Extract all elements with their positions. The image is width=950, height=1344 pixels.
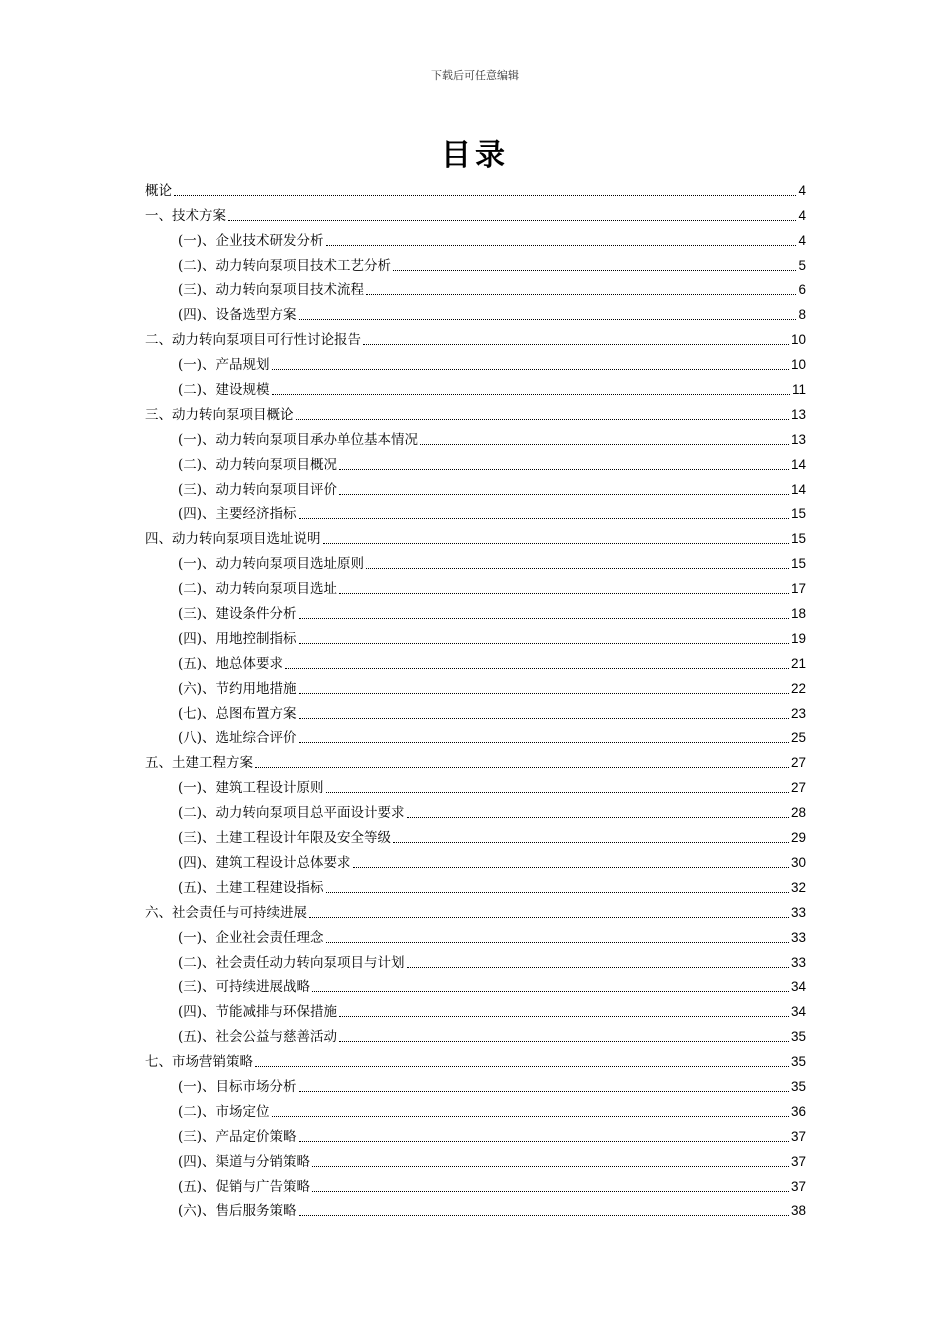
toc-entry-title: (五)、促销与广告策略 [178, 1178, 311, 1195]
toc-dot-leader [272, 369, 789, 370]
toc-section-entry[interactable] [145, 175, 806, 200]
toc-dot-leader [309, 917, 789, 918]
toc-subsection-entry[interactable] [145, 449, 806, 474]
toc-dot-leader [326, 792, 789, 793]
toc-entry-title: (五)、地总体要求 [178, 655, 284, 672]
toc-dot-leader [228, 220, 796, 221]
toc-dot-leader [323, 543, 789, 544]
toc-dot-leader [339, 1041, 789, 1042]
toc-entry-title: (八)、选址综合评价 [178, 730, 297, 747]
toc-dot-leader [339, 469, 789, 470]
toc-page-number: 4 [798, 232, 806, 248]
toc-subsection-entry[interactable] [145, 225, 806, 250]
toc-entry-title: (二)、动力转向泵项目总平面设计要求 [178, 805, 405, 822]
toc-entry-title: (四)、主要经济指标 [178, 506, 297, 523]
toc-subsection-entry[interactable] [145, 698, 806, 723]
toc-entry-title: (四)、渠道与分销策略 [178, 1153, 311, 1170]
toc-subsection-entry[interactable] [145, 1021, 806, 1046]
toc-dot-leader [363, 344, 789, 345]
toc-dot-leader [299, 742, 789, 743]
toc-page-number: 27 [790, 755, 806, 771]
toc-dot-leader [272, 394, 790, 395]
toc-section-entry[interactable] [145, 399, 806, 424]
toc-page-number: 10 [790, 357, 806, 373]
toc-dot-leader [299, 319, 797, 320]
toc-page-number: 38 [790, 1203, 806, 1219]
toc-dot-leader [312, 1191, 789, 1192]
toc-page-number: 34 [790, 979, 806, 995]
toc-entry-title: (三)、动力转向泵项目技术流程 [178, 282, 365, 299]
page-header: 下载后可任意编辑 [431, 69, 519, 82]
toc-dot-leader [312, 991, 789, 992]
toc-dot-leader [285, 668, 789, 669]
toc-subsection-entry[interactable] [145, 250, 806, 275]
toc-entry-title: (一)、建筑工程设计原则 [178, 780, 324, 797]
toc-page-number: 33 [790, 904, 806, 920]
toc-subsection-entry[interactable] [145, 723, 806, 748]
toc-dot-leader [299, 1141, 789, 1142]
toc-entry-title: 三、动力转向泵项目概论 [145, 406, 294, 423]
toc-page-number: 8 [798, 307, 806, 323]
toc-page-number: 22 [790, 680, 806, 696]
toc-entry-title: (三)、建设条件分析 [178, 606, 297, 623]
toc-entry-title: 概论 [145, 182, 172, 199]
toc-entry-title: (六)、节约用地措施 [178, 680, 297, 697]
toc-subsection-entry[interactable] [145, 648, 806, 673]
toc-page-number: 35 [790, 1029, 806, 1045]
toc-page-number: 14 [790, 481, 806, 497]
page-title: 目录 [441, 138, 509, 173]
toc-dot-leader [174, 195, 796, 196]
toc-entry-title: (一)、动力转向泵项目承办单位基本情况 [178, 431, 419, 448]
toc-entry-title: (三)、可持续进展战略 [178, 979, 311, 996]
toc-dot-leader [407, 817, 789, 818]
toc-page-number: 15 [790, 531, 806, 547]
toc-dot-leader [366, 568, 789, 569]
toc-dot-leader [299, 1215, 789, 1216]
toc-page-number: 34 [790, 1004, 806, 1020]
toc-page-number: 15 [790, 506, 806, 522]
toc-dot-leader [326, 245, 797, 246]
toc-dot-leader [407, 967, 789, 968]
toc-page-number: 37 [790, 1153, 806, 1169]
toc-page-number: 5 [798, 257, 806, 273]
toc-subsection-entry[interactable] [145, 772, 806, 797]
toc-dot-leader [296, 419, 789, 420]
toc-page-number: 18 [790, 606, 806, 622]
toc-page-number: 23 [790, 705, 806, 721]
toc-section-entry[interactable] [145, 523, 806, 548]
toc-subsection-entry[interactable] [145, 996, 806, 1021]
toc-subsection-entry[interactable] [145, 673, 806, 698]
toc-section-entry[interactable] [145, 324, 806, 349]
toc-dot-leader [393, 842, 789, 843]
toc-entry-title: (二)、市场定位 [178, 1103, 270, 1120]
toc-subsection-entry[interactable] [145, 797, 806, 822]
toc-page-number: 13 [790, 431, 806, 447]
toc-page-number: 15 [790, 556, 806, 572]
toc-entry-title: 六、社会责任与可持续进展 [145, 904, 307, 921]
toc-page-number: 37 [790, 1178, 806, 1194]
toc-entry-title: (五)、社会公益与慈善活动 [178, 1029, 338, 1046]
toc-page-number: 4 [798, 182, 806, 198]
toc-subsection-entry[interactable] [145, 374, 806, 399]
toc-section-entry[interactable] [145, 1046, 806, 1071]
toc-entry-title: 四、动力转向泵项目选址说明 [145, 531, 321, 548]
toc-subsection-entry[interactable] [145, 424, 806, 449]
toc-entry-title: (五)、土建工程建设指标 [178, 879, 324, 896]
toc-dot-leader [255, 767, 789, 768]
toc-subsection-entry[interactable] [145, 474, 806, 499]
toc-subsection-entry[interactable] [145, 299, 806, 324]
toc-subsection-entry[interactable] [145, 822, 806, 847]
toc-page-number: 30 [790, 854, 806, 870]
toc-page-number: 32 [790, 879, 806, 895]
toc-entry-title: (一)、目标市场分析 [178, 1078, 297, 1095]
toc-dot-leader [420, 444, 789, 445]
toc-entry-title: (二)、动力转向泵项目选址 [178, 581, 338, 598]
toc-entry-title: (二)、动力转向泵项目概况 [178, 456, 338, 473]
toc-entry-title: (一)、动力转向泵项目选址原则 [178, 556, 365, 573]
toc-page-number: 29 [790, 830, 806, 846]
toc-dot-leader [299, 618, 789, 619]
toc-subsection-entry[interactable] [145, 1171, 806, 1196]
toc-dot-leader [393, 270, 796, 271]
toc-dot-leader [299, 518, 789, 519]
toc-entry-title: (一)、企业技术研发分析 [178, 232, 324, 249]
toc-page-number: 10 [790, 332, 806, 348]
toc-dot-leader [299, 693, 789, 694]
toc-section-entry[interactable] [145, 897, 806, 922]
toc-subsection-entry[interactable] [145, 922, 806, 947]
toc-subsection-entry[interactable] [145, 1096, 806, 1121]
toc-dot-leader [339, 593, 789, 594]
toc-page-number: 13 [790, 406, 806, 422]
toc-entry-title: (二)、社会责任动力转向泵项目与计划 [178, 954, 405, 971]
toc-page-number: 35 [790, 1054, 806, 1070]
toc-dot-leader [366, 294, 796, 295]
toc-dot-leader [299, 643, 789, 644]
toc-dot-leader [312, 1166, 789, 1167]
toc-dot-leader [339, 494, 789, 495]
toc-entry-title: (三)、土建工程设计年限及安全等级 [178, 830, 392, 847]
toc-page-number: 33 [790, 954, 806, 970]
toc-entry-title: (六)、售后服务策略 [178, 1203, 297, 1220]
toc-page-number: 33 [790, 929, 806, 945]
toc-dot-leader [339, 1016, 789, 1017]
toc-page-number: 11 [791, 382, 806, 398]
toc-entry-title: (四)、建筑工程设计总体要求 [178, 854, 351, 871]
toc-entry-title: (一)、产品规划 [178, 357, 270, 374]
toc-subsection-entry[interactable] [145, 847, 806, 872]
toc-dot-leader [255, 1066, 789, 1067]
toc-subsection-entry[interactable] [145, 872, 806, 897]
toc-entry-title: 二、动力转向泵项目可行性讨论报告 [145, 332, 361, 349]
toc-entry-title: (四)、设备选型方案 [178, 307, 297, 324]
toc-subsection-entry[interactable] [145, 499, 806, 524]
toc-subsection-entry[interactable] [145, 1196, 806, 1221]
toc-dot-leader [326, 942, 789, 943]
toc-subsection-entry[interactable] [145, 947, 806, 972]
table-of-contents [145, 175, 806, 1220]
toc-page-number: 6 [798, 282, 806, 298]
toc-subsection-entry[interactable] [145, 275, 806, 300]
toc-entry-title: (二)、动力转向泵项目技术工艺分析 [178, 257, 392, 274]
toc-page-number: 25 [790, 730, 806, 746]
toc-entry-title: (三)、产品定价策略 [178, 1128, 297, 1145]
toc-section-entry[interactable] [145, 747, 806, 772]
toc-page-number: 19 [790, 630, 806, 646]
toc-entry-title: 五、土建工程方案 [145, 755, 253, 772]
toc-subsection-entry[interactable] [145, 1121, 806, 1146]
toc-subsection-entry[interactable] [145, 349, 806, 374]
toc-page-number: 17 [790, 581, 806, 597]
toc-page-number: 28 [790, 805, 806, 821]
toc-page-number: 37 [790, 1128, 806, 1144]
toc-entry-title: (一)、企业社会责任理念 [178, 929, 324, 946]
toc-page-number: 27 [790, 780, 806, 796]
toc-dot-leader [299, 1091, 789, 1092]
toc-subsection-entry[interactable] [145, 972, 806, 997]
toc-subsection-entry[interactable] [145, 1146, 806, 1171]
toc-page-number: 36 [790, 1103, 806, 1119]
toc-entry-title: (四)、用地控制指标 [178, 630, 297, 647]
toc-page-number: 21 [790, 655, 806, 671]
toc-entry-title: (七)、总图布置方案 [178, 705, 297, 722]
toc-entry-title: (二)、建设规模 [178, 382, 270, 399]
toc-dot-leader [326, 892, 789, 893]
toc-subsection-entry[interactable] [145, 623, 806, 648]
toc-entry-title: 七、市场营销策略 [145, 1054, 253, 1071]
toc-page-number: 35 [790, 1078, 806, 1094]
toc-subsection-entry[interactable] [145, 548, 806, 573]
toc-dot-leader [272, 1116, 789, 1117]
toc-subsection-entry[interactable] [145, 1071, 806, 1096]
toc-dot-leader [353, 867, 789, 868]
toc-entry-title: 一、技术方案 [145, 207, 226, 224]
toc-page-number: 4 [798, 207, 806, 223]
toc-subsection-entry[interactable] [145, 598, 806, 623]
toc-section-entry[interactable] [145, 200, 806, 225]
toc-page-number: 14 [790, 456, 806, 472]
toc-dot-leader [299, 718, 789, 719]
toc-entry-title: (四)、节能减排与环保措施 [178, 1004, 338, 1021]
toc-subsection-entry[interactable] [145, 573, 806, 598]
toc-entry-title: (三)、动力转向泵项目评价 [178, 481, 338, 498]
